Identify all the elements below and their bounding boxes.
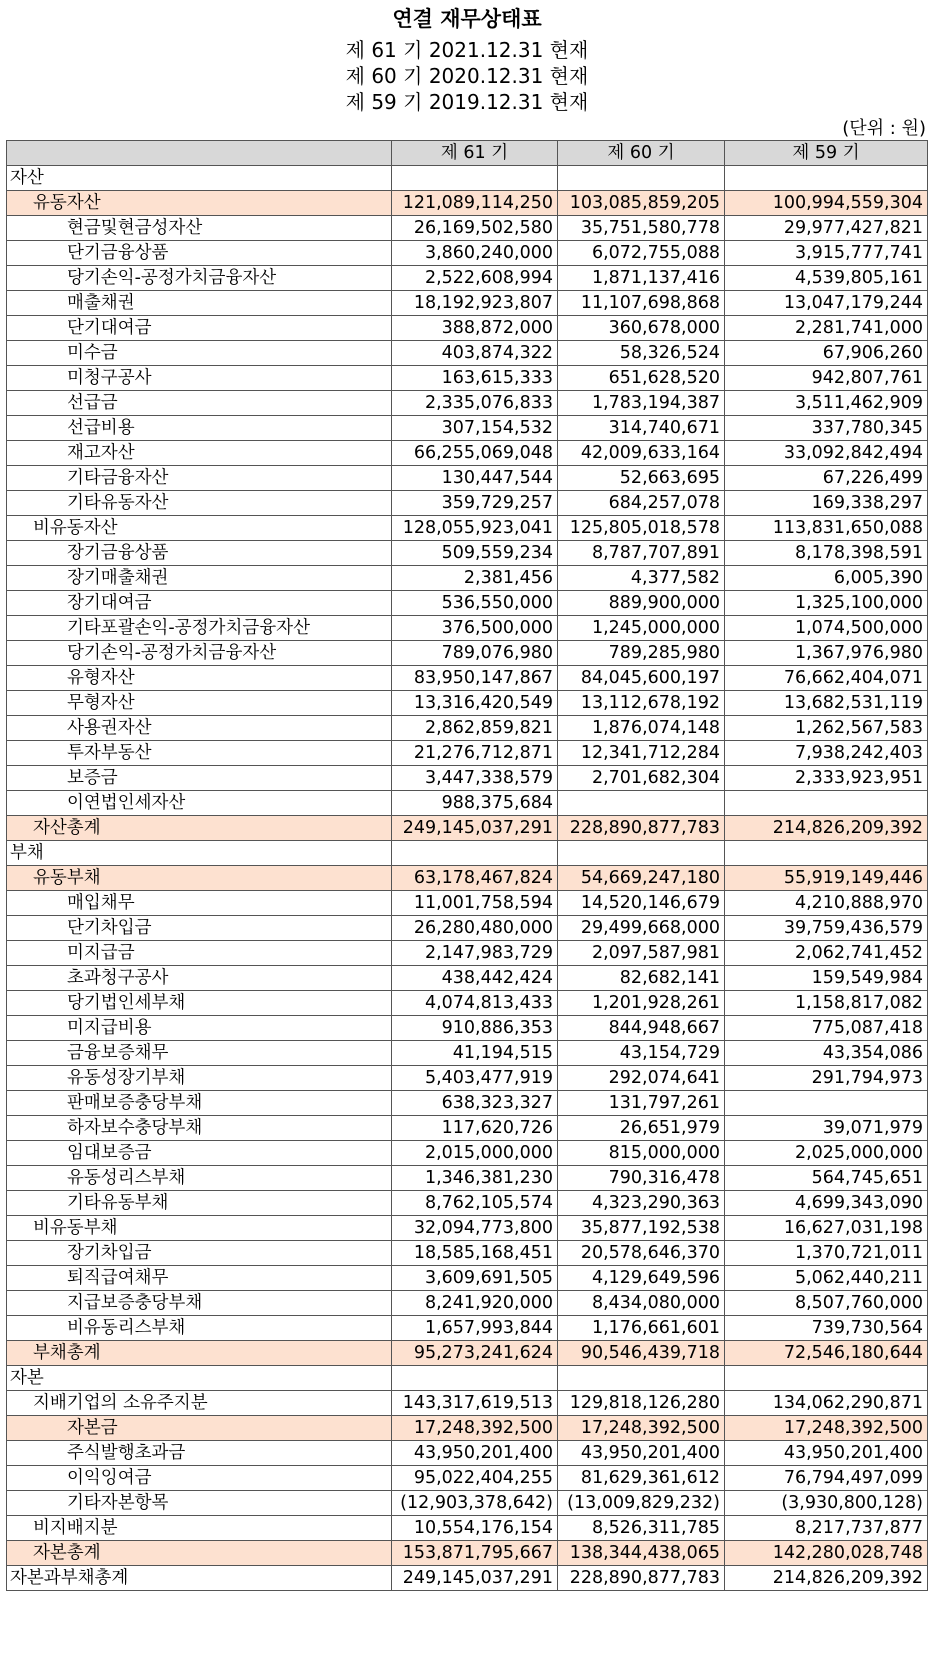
table-row — [7, 366, 928, 391]
amount-period-61: 83,950,147,867 — [392, 666, 558, 691]
amount-period-61: 2,522,608,994 — [392, 266, 558, 291]
account-label: 기타포괄손익-공정가치금융자산 — [7, 616, 392, 641]
table-body — [7, 166, 928, 1591]
amount-period-60: 314,740,671 — [558, 416, 725, 441]
table-row — [7, 941, 928, 966]
amount-period-61: 95,273,241,624 — [392, 1341, 558, 1366]
amount-period-60: 4,377,582 — [558, 566, 725, 591]
account-label: 이연법인세자산 — [7, 791, 392, 816]
table-row — [7, 1166, 928, 1191]
amount-period-60: 889,900,000 — [558, 591, 725, 616]
amount-period-59: 159,549,984 — [725, 966, 928, 991]
table-row — [7, 566, 928, 591]
account-label: 장기차입금 — [7, 1241, 392, 1266]
table-row — [7, 491, 928, 516]
amount-period-61: 13,316,420,549 — [392, 691, 558, 716]
amount-period-59: 142,280,028,748 — [725, 1541, 928, 1566]
amount-period-60: 8,787,707,891 — [558, 541, 725, 566]
amount-period-60: 1,876,074,148 — [558, 716, 725, 741]
amount-period-59: 1,325,100,000 — [725, 591, 928, 616]
table-row — [7, 991, 928, 1016]
table-row — [7, 666, 928, 691]
amount-period-59: 2,333,923,951 — [725, 766, 928, 791]
account-label: 비유동자산 — [7, 516, 392, 541]
table-row — [7, 1291, 928, 1316]
amount-period-59: 3,915,777,741 — [725, 241, 928, 266]
account-label: 당기손익-공정가치금융자산 — [7, 266, 392, 291]
amount-period-61: 95,022,404,255 — [392, 1466, 558, 1491]
amount-period-60: (13,009,829,232) — [558, 1491, 725, 1516]
amount-period-59: 1,262,567,583 — [725, 716, 928, 741]
account-label: 자본총계 — [7, 1541, 392, 1566]
amount-period-59: 72,546,180,644 — [725, 1341, 928, 1366]
amount-period-61: 3,609,691,505 — [392, 1266, 558, 1291]
account-label: 미수금 — [7, 341, 392, 366]
account-label: 부채 — [7, 841, 392, 866]
table-row — [7, 291, 928, 316]
amount-period-60: 8,526,311,785 — [558, 1516, 725, 1541]
amount-period-59: 291,794,973 — [725, 1066, 928, 1091]
amount-period-60: 8,434,080,000 — [558, 1291, 725, 1316]
table-row — [7, 1241, 928, 1266]
amount-period-60: 228,890,877,783 — [558, 1566, 725, 1591]
table-row — [7, 891, 928, 916]
table-row — [7, 316, 928, 341]
account-label: 판매보증충당부채 — [7, 1091, 392, 1116]
amount-period-60: 11,107,698,868 — [558, 291, 725, 316]
amount-period-61: 2,862,859,821 — [392, 716, 558, 741]
amount-period-60: 789,285,980 — [558, 641, 725, 666]
amount-period-60 — [558, 791, 725, 816]
account-label: 유동부채 — [7, 866, 392, 891]
amount-period-59: 16,627,031,198 — [725, 1216, 928, 1241]
table-row — [7, 466, 928, 491]
amount-period-60: 684,257,078 — [558, 491, 725, 516]
account-label: 금융보증채무 — [7, 1041, 392, 1066]
amount-period-61: 63,178,467,824 — [392, 866, 558, 891]
amount-period-59: 8,178,398,591 — [725, 541, 928, 566]
amount-period-59: 55,919,149,446 — [725, 866, 928, 891]
amount-period-59: 113,831,650,088 — [725, 516, 928, 541]
amount-period-60: 20,578,646,370 — [558, 1241, 725, 1266]
amount-period-59: (3,930,800,128) — [725, 1491, 928, 1516]
account-label: 자본과부채총계 — [7, 1566, 392, 1591]
amount-period-59 — [725, 166, 928, 191]
amount-period-60: 125,805,018,578 — [558, 516, 725, 541]
amount-period-60: 29,499,668,000 — [558, 916, 725, 941]
account-label: 장기대여금 — [7, 591, 392, 616]
amount-period-60: 43,950,201,400 — [558, 1441, 725, 1466]
amount-period-61: 2,381,456 — [392, 566, 558, 591]
amount-period-59: 1,074,500,000 — [725, 616, 928, 641]
column-header-period-59: 제 59 기 — [725, 141, 928, 166]
account-label: 장기금융상품 — [7, 541, 392, 566]
amount-period-60: 2,097,587,981 — [558, 941, 725, 966]
amount-period-59: 2,062,741,452 — [725, 941, 928, 966]
table-row — [7, 191, 928, 216]
amount-period-59: 4,699,343,090 — [725, 1191, 928, 1216]
amount-period-59: 337,780,345 — [725, 416, 928, 441]
table-row — [7, 591, 928, 616]
table-row — [7, 391, 928, 416]
amount-period-59: 775,087,418 — [725, 1016, 928, 1041]
table-row — [7, 966, 928, 991]
amount-period-59: 7,938,242,403 — [725, 741, 928, 766]
amount-period-59: 43,950,201,400 — [725, 1441, 928, 1466]
amount-period-59: 8,217,737,877 — [725, 1516, 928, 1541]
amount-period-60: 84,045,600,197 — [558, 666, 725, 691]
amount-period-60: 43,154,729 — [558, 1041, 725, 1066]
amount-period-61: 388,872,000 — [392, 316, 558, 341]
amount-period-59: 739,730,564 — [725, 1316, 928, 1341]
account-label: 비유동부채 — [7, 1216, 392, 1241]
account-label: 당기손익-공정가치금융자산 — [7, 641, 392, 666]
table-row — [7, 866, 928, 891]
account-label: 단기대여금 — [7, 316, 392, 341]
amount-period-61: 438,442,424 — [392, 966, 558, 991]
table-row — [7, 1391, 928, 1416]
amount-period-60 — [558, 841, 725, 866]
amount-period-61: 10,554,176,154 — [392, 1516, 558, 1541]
amount-period-61: 153,871,795,667 — [392, 1541, 558, 1566]
table-row — [7, 816, 928, 841]
amount-period-60: 90,546,439,718 — [558, 1341, 725, 1366]
column-header-row — [7, 141, 928, 166]
amount-period-59: 2,281,741,000 — [725, 316, 928, 341]
period-line-61: 제 61 기 2021.12.31 현재 — [345, 38, 589, 62]
table-row — [7, 266, 928, 291]
amount-period-61: 5,403,477,919 — [392, 1066, 558, 1091]
amount-period-61: 41,194,515 — [392, 1041, 558, 1066]
amount-period-61: 789,076,980 — [392, 641, 558, 666]
table-row — [7, 1041, 928, 1066]
amount-period-60: 26,651,979 — [558, 1116, 725, 1141]
amount-period-60: 12,341,712,284 — [558, 741, 725, 766]
amount-period-61: 536,550,000 — [392, 591, 558, 616]
amount-period-60: 52,663,695 — [558, 466, 725, 491]
amount-period-60: 129,818,126,280 — [558, 1391, 725, 1416]
amount-period-60: 2,701,682,304 — [558, 766, 725, 791]
account-label: 단기금융상품 — [7, 241, 392, 266]
amount-period-60: 131,797,261 — [558, 1091, 725, 1116]
statement-title: 연결 재무상태표 — [392, 7, 542, 31]
amount-period-61: 3,860,240,000 — [392, 241, 558, 266]
amount-period-61: 249,145,037,291 — [392, 1566, 558, 1591]
amount-period-61: (12,903,378,642) — [392, 1491, 558, 1516]
amount-period-61 — [392, 841, 558, 866]
amount-period-59: 564,745,651 — [725, 1166, 928, 1191]
table-row — [7, 1491, 928, 1516]
account-label: 퇴직급여채무 — [7, 1266, 392, 1291]
table-row — [7, 841, 928, 866]
amount-period-61: 1,657,993,844 — [392, 1316, 558, 1341]
period-line-59: 제 59 기 2019.12.31 현재 — [345, 90, 589, 114]
table-row — [7, 441, 928, 466]
column-header-period-60: 제 60 기 — [558, 141, 725, 166]
amount-period-61: 359,729,257 — [392, 491, 558, 516]
balance-sheet-table — [6, 140, 928, 1591]
amount-period-61: 18,585,168,451 — [392, 1241, 558, 1266]
amount-period-59: 76,794,497,099 — [725, 1466, 928, 1491]
amount-period-60: 17,248,392,500 — [558, 1416, 725, 1441]
amount-period-61: 307,154,532 — [392, 416, 558, 441]
amount-period-61 — [392, 166, 558, 191]
amount-period-61: 26,280,480,000 — [392, 916, 558, 941]
table-row — [7, 1516, 928, 1541]
amount-period-59: 67,906,260 — [725, 341, 928, 366]
amount-period-60: 58,326,524 — [558, 341, 725, 366]
amount-period-60: 138,344,438,065 — [558, 1541, 725, 1566]
account-label: 미지급금 — [7, 941, 392, 966]
account-label: 자본 — [7, 1366, 392, 1391]
account-label: 매출채권 — [7, 291, 392, 316]
account-label: 선급금 — [7, 391, 392, 416]
amount-period-60: 14,520,146,679 — [558, 891, 725, 916]
amount-period-59: 1,367,976,980 — [725, 641, 928, 666]
account-label: 이익잉여금 — [7, 1466, 392, 1491]
table-row — [7, 1441, 928, 1466]
table-row — [7, 1541, 928, 1566]
table-row — [7, 216, 928, 241]
account-label: 사용권자산 — [7, 716, 392, 741]
table-row — [7, 791, 928, 816]
account-label: 미청구공사 — [7, 366, 392, 391]
amount-period-61: 403,874,322 — [392, 341, 558, 366]
amount-period-61: 4,074,813,433 — [392, 991, 558, 1016]
amount-period-61: 17,248,392,500 — [392, 1416, 558, 1441]
table-row — [7, 1066, 928, 1091]
account-label: 자산 — [7, 166, 392, 191]
table-row — [7, 1366, 928, 1391]
amount-period-61: 66,255,069,048 — [392, 441, 558, 466]
amount-period-59: 1,158,817,082 — [725, 991, 928, 1016]
table-row — [7, 916, 928, 941]
amount-period-59: 1,370,721,011 — [725, 1241, 928, 1266]
amount-period-59: 214,826,209,392 — [725, 816, 928, 841]
amount-period-60: 651,628,520 — [558, 366, 725, 391]
amount-period-59: 67,226,499 — [725, 466, 928, 491]
amount-period-61: 143,317,619,513 — [392, 1391, 558, 1416]
table-row — [7, 641, 928, 666]
account-label: 하자보수충당부채 — [7, 1116, 392, 1141]
amount-period-61 — [392, 1366, 558, 1391]
amount-period-59: 214,826,209,392 — [725, 1566, 928, 1591]
amount-period-59: 39,071,979 — [725, 1116, 928, 1141]
table-row — [7, 1466, 928, 1491]
amount-period-59: 13,047,179,244 — [725, 291, 928, 316]
amount-period-59: 169,338,297 — [725, 491, 928, 516]
table-row — [7, 716, 928, 741]
table-row — [7, 1016, 928, 1041]
amount-period-59 — [725, 1366, 928, 1391]
account-label: 자본금 — [7, 1416, 392, 1441]
amount-period-60: 82,682,141 — [558, 966, 725, 991]
amount-period-59: 43,354,086 — [725, 1041, 928, 1066]
amount-period-59: 3,511,462,909 — [725, 391, 928, 416]
amount-period-59: 942,807,761 — [725, 366, 928, 391]
unit-label: (단위 : 원) — [842, 118, 926, 139]
amount-period-61: 128,055,923,041 — [392, 516, 558, 541]
amount-period-60: 42,009,633,164 — [558, 441, 725, 466]
amount-period-60: 1,176,661,601 — [558, 1316, 725, 1341]
table-row — [7, 166, 928, 191]
account-label: 지배기업의 소유주지분 — [7, 1391, 392, 1416]
amount-period-60: 228,890,877,783 — [558, 816, 725, 841]
table-row — [7, 1091, 928, 1116]
account-label: 유동성장기부채 — [7, 1066, 392, 1091]
account-label: 선급비용 — [7, 416, 392, 441]
account-label: 기타자본항목 — [7, 1491, 392, 1516]
amount-period-59: 13,682,531,119 — [725, 691, 928, 716]
amount-period-59: 6,005,390 — [725, 566, 928, 591]
account-label: 임대보증금 — [7, 1141, 392, 1166]
table-row — [7, 1141, 928, 1166]
table-row — [7, 516, 928, 541]
amount-period-59: 39,759,436,579 — [725, 916, 928, 941]
account-label: 현금및현금성자산 — [7, 216, 392, 241]
account-label: 보증금 — [7, 766, 392, 791]
amount-period-61: 21,276,712,871 — [392, 741, 558, 766]
amount-period-59: 33,092,842,494 — [725, 441, 928, 466]
account-label: 자산총계 — [7, 816, 392, 841]
amount-period-61: 988,375,684 — [392, 791, 558, 816]
amount-period-60: 54,669,247,180 — [558, 866, 725, 891]
account-label: 유동성리스부채 — [7, 1166, 392, 1191]
account-label: 유형자산 — [7, 666, 392, 691]
account-label: 장기매출채권 — [7, 566, 392, 591]
amount-period-61: 43,950,201,400 — [392, 1441, 558, 1466]
amount-period-60 — [558, 166, 725, 191]
amount-period-60: 360,678,000 — [558, 316, 725, 341]
amount-period-60: 35,751,580,778 — [558, 216, 725, 241]
amount-period-60: 13,112,678,192 — [558, 691, 725, 716]
amount-period-61: 117,620,726 — [392, 1116, 558, 1141]
amount-period-61: 8,762,105,574 — [392, 1191, 558, 1216]
amount-period-59: 4,539,805,161 — [725, 266, 928, 291]
account-label: 무형자산 — [7, 691, 392, 716]
amount-period-61: 2,147,983,729 — [392, 941, 558, 966]
amount-period-61: 638,323,327 — [392, 1091, 558, 1116]
amount-period-60: 35,877,192,538 — [558, 1216, 725, 1241]
amount-period-61: 2,335,076,833 — [392, 391, 558, 416]
table-row — [7, 766, 928, 791]
amount-period-60: 4,323,290,363 — [558, 1191, 725, 1216]
column-header-period-61: 제 61 기 — [392, 141, 558, 166]
amount-period-60: 1,245,000,000 — [558, 616, 725, 641]
amount-period-60: 815,000,000 — [558, 1141, 725, 1166]
amount-period-61: 163,615,333 — [392, 366, 558, 391]
amount-period-61: 130,447,544 — [392, 466, 558, 491]
amount-period-61: 18,192,923,807 — [392, 291, 558, 316]
amount-period-61: 249,145,037,291 — [392, 816, 558, 841]
account-label: 매입채무 — [7, 891, 392, 916]
account-label: 지급보증충당부채 — [7, 1291, 392, 1316]
amount-period-60: 292,074,641 — [558, 1066, 725, 1091]
period-line-60: 제 60 기 2020.12.31 현재 — [345, 64, 589, 88]
table-row — [7, 1316, 928, 1341]
account-label: 비유동리스부채 — [7, 1316, 392, 1341]
amount-period-61: 376,500,000 — [392, 616, 558, 641]
table-row — [7, 1566, 928, 1591]
amount-period-60: 81,629,361,612 — [558, 1466, 725, 1491]
account-label: 주식발행초과금 — [7, 1441, 392, 1466]
amount-period-59: 76,662,404,071 — [725, 666, 928, 691]
amount-period-59: 134,062,290,871 — [725, 1391, 928, 1416]
statement-header — [0, 0, 934, 138]
table-row — [7, 1216, 928, 1241]
amount-period-59: 17,248,392,500 — [725, 1416, 928, 1441]
table-row — [7, 616, 928, 641]
amount-period-60: 103,085,859,205 — [558, 191, 725, 216]
amount-period-61: 2,015,000,000 — [392, 1141, 558, 1166]
amount-period-61: 910,886,353 — [392, 1016, 558, 1041]
column-header-account — [7, 141, 392, 166]
amount-period-59 — [725, 791, 928, 816]
table-row — [7, 541, 928, 566]
account-label: 부채총계 — [7, 1341, 392, 1366]
amount-period-60: 1,871,137,416 — [558, 266, 725, 291]
account-label: 유동자산 — [7, 191, 392, 216]
account-label: 미지급비용 — [7, 1016, 392, 1041]
amount-period-60: 1,783,194,387 — [558, 391, 725, 416]
amount-period-60: 1,201,928,261 — [558, 991, 725, 1016]
amount-period-59 — [725, 1091, 928, 1116]
table-row — [7, 741, 928, 766]
amount-period-61: 8,241,920,000 — [392, 1291, 558, 1316]
amount-period-59: 5,062,440,211 — [725, 1266, 928, 1291]
amount-period-59: 29,977,427,821 — [725, 216, 928, 241]
amount-period-61: 509,559,234 — [392, 541, 558, 566]
table-row — [7, 1416, 928, 1441]
account-label: 기타금융자산 — [7, 466, 392, 491]
amount-period-60: 790,316,478 — [558, 1166, 725, 1191]
table-row — [7, 1116, 928, 1141]
table-row — [7, 1191, 928, 1216]
table-row — [7, 241, 928, 266]
amount-period-59: 2,025,000,000 — [725, 1141, 928, 1166]
table-row — [7, 341, 928, 366]
amount-period-60 — [558, 1366, 725, 1391]
table-row — [7, 1341, 928, 1366]
amount-period-61: 3,447,338,579 — [392, 766, 558, 791]
account-label: 당기법인세부채 — [7, 991, 392, 1016]
amount-period-60: 4,129,649,596 — [558, 1266, 725, 1291]
account-label: 기타유동자산 — [7, 491, 392, 516]
amount-period-61: 121,089,114,250 — [392, 191, 558, 216]
amount-period-61: 1,346,381,230 — [392, 1166, 558, 1191]
amount-period-59 — [725, 841, 928, 866]
amount-period-60: 6,072,755,088 — [558, 241, 725, 266]
account-label: 기타유동부채 — [7, 1191, 392, 1216]
amount-period-59: 100,994,559,304 — [725, 191, 928, 216]
account-label: 투자부동산 — [7, 741, 392, 766]
table-row — [7, 416, 928, 441]
amount-period-61: 11,001,758,594 — [392, 891, 558, 916]
amount-period-60: 844,948,667 — [558, 1016, 725, 1041]
account-label: 초과청구공사 — [7, 966, 392, 991]
amount-period-61: 26,169,502,580 — [392, 216, 558, 241]
table-row — [7, 1266, 928, 1291]
amount-period-59: 4,210,888,970 — [725, 891, 928, 916]
table-row — [7, 691, 928, 716]
account-label: 비지배지분 — [7, 1516, 392, 1541]
account-label: 단기차입금 — [7, 916, 392, 941]
amount-period-59: 8,507,760,000 — [725, 1291, 928, 1316]
account-label: 재고자산 — [7, 441, 392, 466]
amount-period-61: 32,094,773,800 — [392, 1216, 558, 1241]
